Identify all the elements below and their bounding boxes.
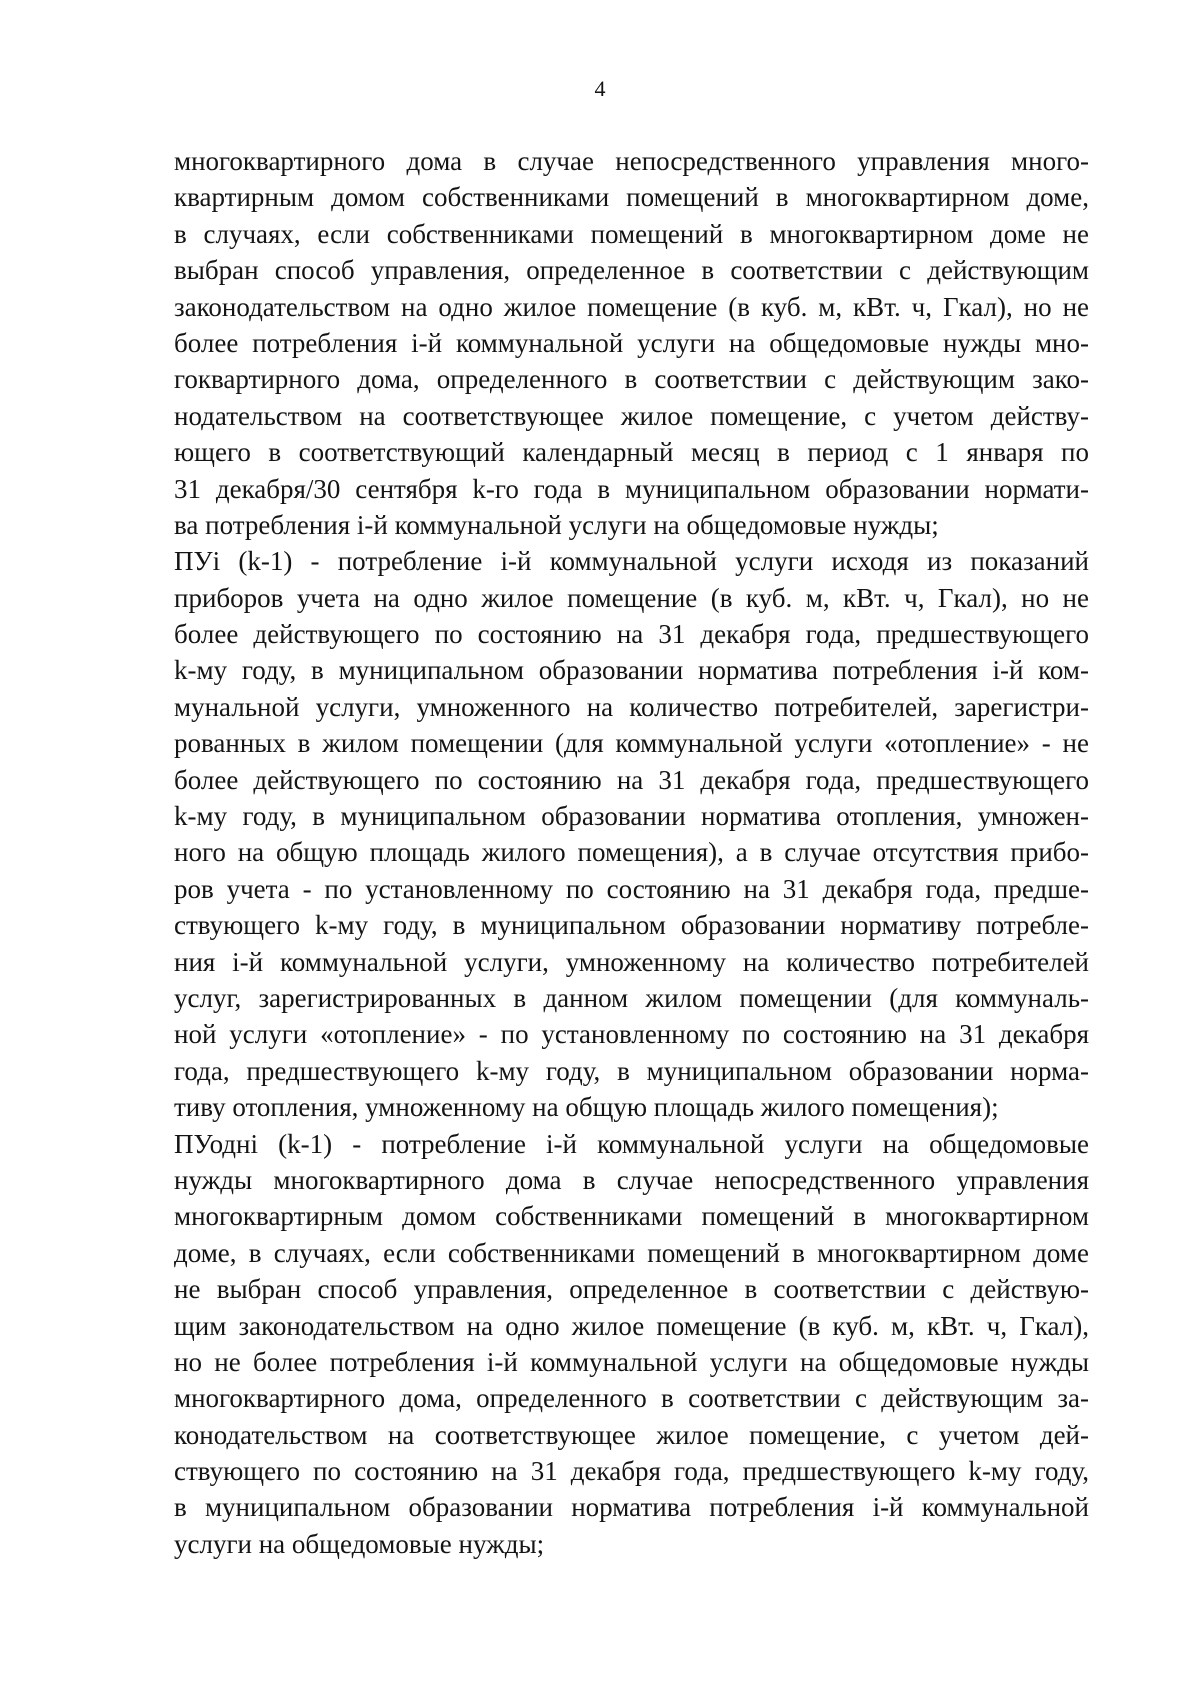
text-line: 31 декабря/30 сентября k-го года в муниципальном образовании нормати- xyxy=(174,473,1089,504)
text-line: ния i-й коммунальной услуги, умноженному на количество потребителей xyxy=(174,946,1089,977)
text-line: нужды многоквартирного дома в случае непосредственного управления xyxy=(174,1164,1089,1195)
text-line: k-му году, в муниципальном образовании норматива отопления, умножен- xyxy=(174,801,1089,832)
text-line: законодательством на одно жилое помещение (в куб. м, кВт. ч, Гкал), но не xyxy=(174,291,1089,322)
text-line: ного на общую площадь жилого помещения), а в случае отсутствия прибо- xyxy=(174,837,1089,868)
text-line: года, предшествующего k-му году, в муниципальном образовании норма- xyxy=(174,1055,1089,1086)
text-line: ПУодні (k-1) - потребление i-й коммунальной услуги на общедомовые xyxy=(174,1128,1089,1159)
text-line: нодательством на соответствующее жилое помещение, с учетом действу- xyxy=(174,400,1089,431)
text-line: но не более потребления i-й коммунальной услуги на общедомовые нужды xyxy=(174,1346,1089,1377)
text-line: ной услуги «отопление» - по установленному по состоянию на 31 декабря xyxy=(174,1019,1089,1050)
text-line: выбран способ управления, определенное в соответствии с действующим xyxy=(174,255,1089,286)
text-line: многоквартирного дома, определенного в соответствии с действующим за- xyxy=(174,1383,1089,1414)
text-line: конодательством на соответствующее жилое помещение, с учетом дей- xyxy=(174,1419,1089,1450)
text-line: услуг, зарегистрированных в данном жилом помещении (для коммуналь- xyxy=(174,982,1089,1013)
text-line: ПУi (k-1) - потребление i-й коммунальной услуги исходя из показаний xyxy=(174,546,1089,577)
text-line: более потребления i-й коммунальной услуги на общедомовые нужды мно- xyxy=(174,327,1089,358)
text-line: приборов учета на одно жилое помещение (в куб. м, кВт. ч, Гкал), но не xyxy=(174,582,1089,613)
page-number: 4 xyxy=(594,76,606,101)
text-line: не выбран способ управления, определенное в соответствии с действую- xyxy=(174,1274,1089,1305)
text-line: гоквартирного дома, определенного в соответствии с действующим зако- xyxy=(174,364,1089,395)
text-line: в муниципальном образовании норматива потребления i-й коммунальной xyxy=(174,1492,1089,1523)
text-line: в случаях, если собственниками помещений в многоквартирном доме не xyxy=(174,218,1089,249)
text-line: ствующего k-му году, в муниципальном образовании нормативу потребле- xyxy=(174,910,1089,941)
text-line: k-му году, в муниципальном образовании норматива потребления i-й ком- xyxy=(174,655,1089,686)
text-line: многоквартирного дома в случае непосредственного управления много- xyxy=(174,146,1089,176)
text-line: более действующего по состоянию на 31 декабря года, предшествующего xyxy=(174,619,1089,650)
text-line: мунальной услуги, умноженного на количество потребителей, зарегистри- xyxy=(174,691,1089,722)
text-line: услуги на общедомовые нужды; xyxy=(174,1528,545,1559)
text-line: квартирным домом собственниками помещений в многоквартирном доме, xyxy=(174,182,1089,213)
text-line: щим законодательством на одно жилое помещение (в куб. м, кВт. ч, Гкал), xyxy=(174,1310,1089,1341)
body-text xyxy=(174,143,1089,1562)
text-line: ствующего по состоянию на 31 декабря года, предшествующего k-му году, xyxy=(174,1456,1089,1487)
text-line: ющего в соответствующий календарный месяц в период с 1 января по xyxy=(174,437,1089,468)
text-line: многоквартирным домом собственниками помещений в многоквартирном xyxy=(174,1201,1089,1232)
text-line: тиву отопления, умноженному на общую площадь жилого помещения); xyxy=(174,1092,999,1123)
text-line: более действующего по состоянию на 31 декабря года, предшествующего xyxy=(174,764,1089,795)
text-line: рованных в жилом помещении (для коммунальной услуги «отопление» - не xyxy=(174,728,1089,759)
text-line: ров учета - по установленному по состоянию на 31 декабря года, предше- xyxy=(174,873,1089,904)
text-line: ва потребления i-й коммунальной услуги на общедомовые нужды; xyxy=(174,509,939,540)
text-line: доме, в случаях, если собственниками помещений в многоквартирном доме xyxy=(174,1237,1089,1268)
